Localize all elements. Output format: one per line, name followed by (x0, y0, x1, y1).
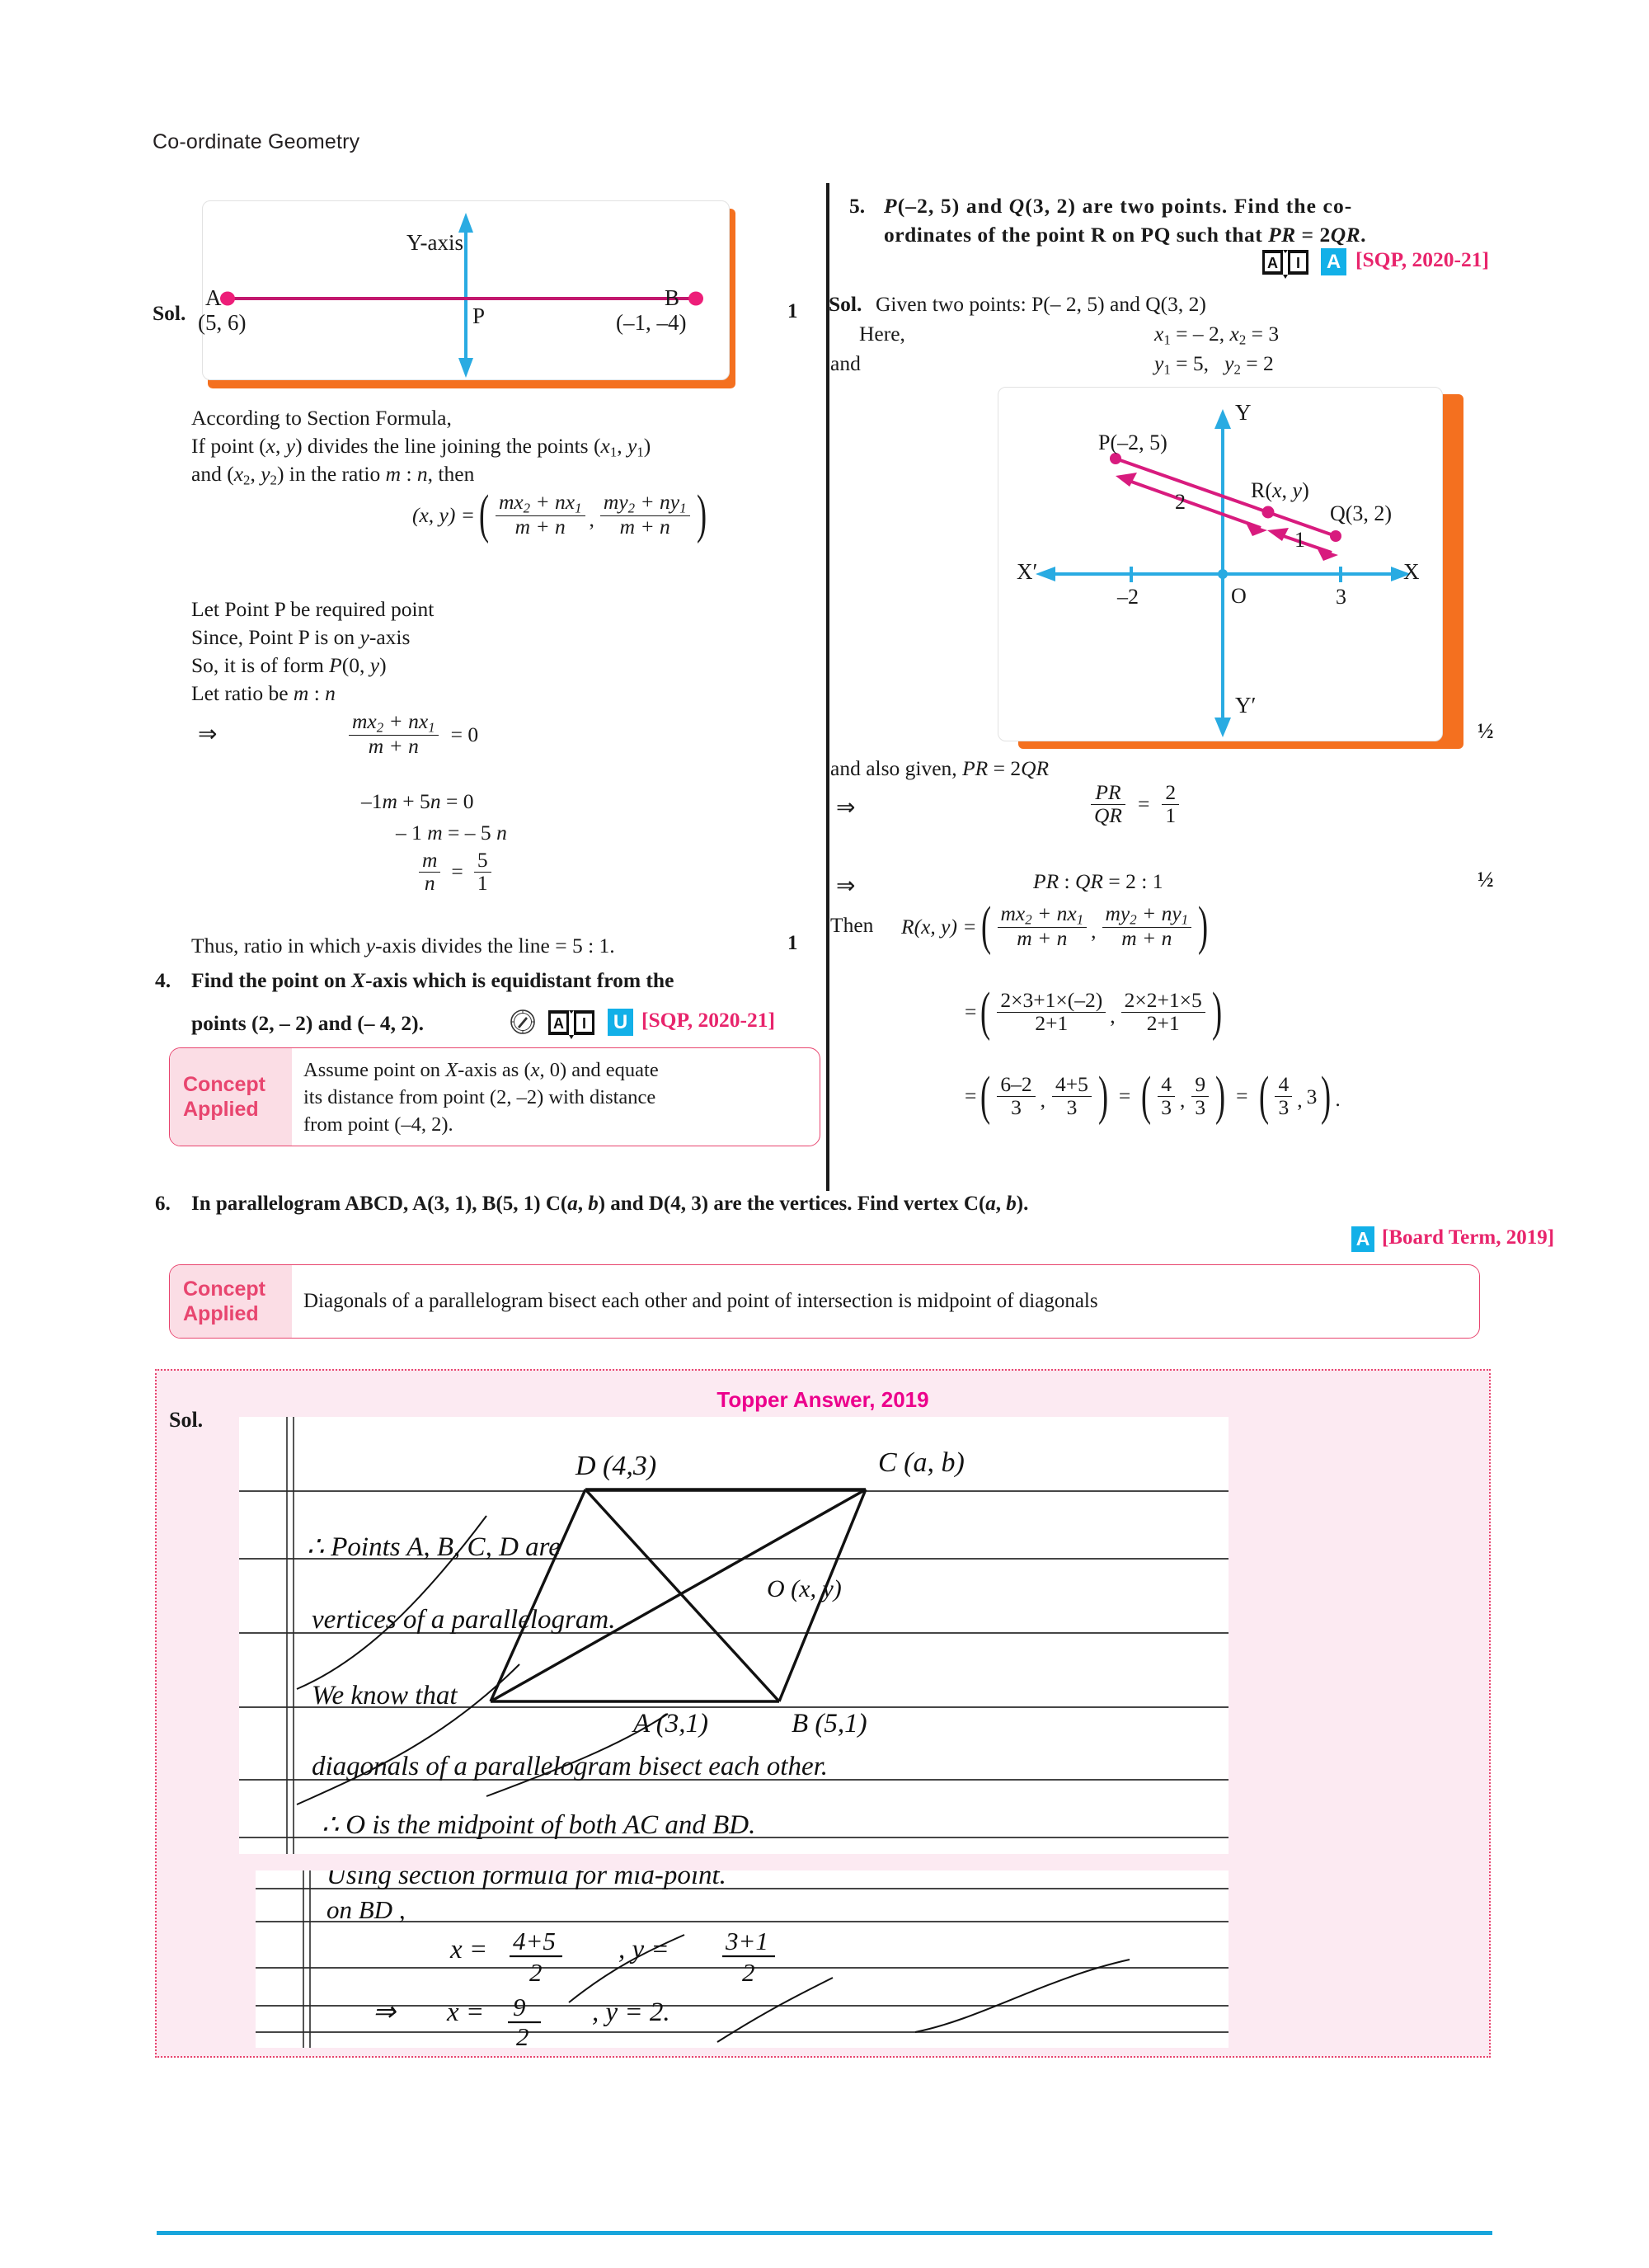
close-paren-icon-2: ) (1198, 896, 1209, 957)
rxy-x-num: $mx_2 + nx_1$ (1000, 901, 1084, 928)
book-ai-icon-q5 (1261, 247, 1310, 280)
calc2-equals-3: = (1236, 1084, 1248, 1108)
svg-text:A: A (553, 1015, 564, 1032)
question-5-text-line1: P(–2, 5) and Q(3, 2) are two points. Find the co- (884, 194, 1353, 218)
question-6-source: [Board Term, 2019] (1382, 1226, 1555, 1249)
question-4-source: [SQP, 2020-21] (641, 1008, 775, 1032)
concept-body-line3: from point (–4, 2). (303, 1113, 453, 1136)
figure2-x-neg-label: X′ (1017, 559, 1038, 584)
hw-label-c: C (a, b) (878, 1447, 965, 1478)
figure1-point-b-coords: (–1, –4) (616, 310, 687, 335)
m-over-n-den: n (419, 872, 440, 895)
calc1-x-num: 2×3+1×(–2) (1000, 988, 1103, 1012)
calc2-four-thirds (1158, 1074, 1175, 1119)
figure1-point-a-coords: (5, 6) (198, 310, 247, 335)
calc1-y-fraction (1121, 990, 1205, 1035)
calc1-x-fraction (997, 990, 1106, 1035)
concept-applied-body-q4 (292, 1048, 670, 1146)
and-values: $y_1 = 5$, $y_2 = 2$ (1154, 351, 1274, 378)
svg-text:A: A (1267, 255, 1278, 271)
figure2-ratio-2: 2 (1175, 490, 1186, 514)
pr-num: PR (1095, 780, 1121, 804)
handwriting-sheet-lower (256, 1870, 1229, 2048)
section-formula-intro-line2: If point (x, y) divides the line joining the points ($x_1$, $y_1$) (191, 434, 651, 460)
ratio-fraction-den: m + n (349, 735, 439, 758)
close-paren-icon-5: ) (1215, 1065, 1226, 1126)
calc2-num5: 4 (1278, 1072, 1290, 1096)
ratio-equation-zero (346, 711, 478, 758)
figure2-x-axis-label: X (1403, 559, 1420, 584)
open-paren-icon-4: ( (980, 1065, 991, 1126)
ratio-equals-sign: = (451, 859, 463, 884)
question-6-number: 6. (155, 1193, 171, 1215)
rxy-lhs: R(x, y) = (901, 914, 977, 939)
open-paren-icon-3: ( (980, 981, 991, 1042)
given-points-line: Given two points: P(– 2, 5) and Q(3, 2) (876, 292, 1206, 316)
open-paren-icon-5: ( (1141, 1065, 1152, 1126)
hw-label-a: A (3,1) (633, 1709, 709, 1739)
hw-line-9-x: x = (447, 1997, 485, 2027)
concept-tag-q6-line1: Concept (183, 1277, 265, 1301)
concept-applied-box-q4 (169, 1047, 820, 1146)
calc2-nine-thirds (1191, 1074, 1209, 1119)
calc1-x-den: 2+1 (997, 1012, 1106, 1035)
figure2-point-q-label: Q(3, 2) (1330, 501, 1393, 525)
section-formula-x-num: $mx_2 + nx_1$ (498, 490, 582, 516)
close-paren-icon-6: ) (1321, 1065, 1332, 1126)
solve-line-4: Let ratio be m : n (191, 681, 336, 705)
question-5-text-line2: ordinates of the point R on PQ such that PR = 2QR. (884, 223, 1367, 247)
rxy-x-den: m + n (998, 927, 1088, 950)
section-formula-lhs: (x, y) = (412, 502, 475, 527)
figure2-y-axis-label: Y (1235, 400, 1252, 425)
rxy-x-fraction (998, 903, 1088, 950)
calc2-num3: 4 (1161, 1072, 1172, 1096)
pr-qr-ratio-line: PR : QR = 2 : 1 (1033, 869, 1163, 893)
rxy-y-num: $my_2 + ny_1$ (1105, 901, 1189, 928)
calc2-y-num: 4+5 (1055, 1072, 1088, 1096)
hw-line-4: diagonals of a parallelogram bisect each other. (312, 1752, 829, 1781)
figure2-origin-label: O (1231, 584, 1247, 608)
book-ai-icon (547, 1008, 596, 1041)
close-paren-icon-4: ) (1097, 1065, 1108, 1126)
sol-label-topper: Sol. (169, 1408, 204, 1432)
marks-q3: 1 (787, 300, 798, 322)
marks-q5a: ½ (1478, 719, 1494, 743)
question-6-text: In parallelogram ABCD, A(3, 1), B(5, 1) C(a, b) and D(4, 3) are the vertices. Find vertex C(a, b). (191, 1193, 1029, 1215)
final-ratio-equation (416, 849, 494, 895)
handwritten-answer-lower (256, 1870, 1229, 2048)
solve-line-3: So, it is of form P(0, y) (191, 653, 387, 677)
calc1-y-den: 2+1 (1121, 1012, 1205, 1035)
calc2-equals-2: = (1118, 1084, 1131, 1108)
handwriting-sheet-upper (239, 1417, 1229, 1854)
one-den: 1 (1162, 804, 1179, 827)
section-formula-y-den: m + n (600, 515, 690, 539)
calc2-den3: 3 (1158, 1096, 1175, 1119)
concept-applied-body-q6: Diagonals of a parallelogram bisect each other and point of intersection is midpoint of diagonals (303, 1290, 1098, 1312)
calc2-x-fraction (997, 1074, 1035, 1119)
conclusion-line: Thus, ratio in which y-axis divides the line = 5 : 1. (191, 934, 615, 958)
figure2-point-r-label: R(x, y) (1251, 478, 1309, 502)
calc2-x-num: 6–2 (1000, 1072, 1032, 1096)
hw-line-5: ∴ O is the midpoint of both AC and BD. (322, 1810, 756, 1840)
concept-applied-tag-q6 (170, 1265, 292, 1338)
handwritten-answer-upper (239, 1417, 1229, 1854)
badge-application-q6: A (1351, 1226, 1374, 1252)
hw-line-2: vertices of a parallelogram. (312, 1605, 616, 1635)
ratio-fraction (349, 711, 439, 758)
figure2-y-neg-label: Y′ (1235, 693, 1257, 718)
section-formula-y-fraction (600, 492, 690, 539)
marks-q5b: ½ (1478, 868, 1494, 892)
hw-line-8-y: , y = (618, 1935, 669, 1965)
hw-label-d: D (4,3) (576, 1451, 657, 1481)
topper-answer-title: Topper Answer, 2019 (716, 1387, 929, 1412)
concept-tag-q6-line2: Applied (183, 1302, 259, 1325)
solve-line-1: Let Point P be required point (191, 597, 435, 621)
close-paren-icon-3: ) (1211, 981, 1222, 1042)
implies-arrow-1: ⇒ (198, 722, 218, 747)
section-formula-x-den: m + n (496, 515, 585, 539)
calc2-result-y: 3 (1306, 1085, 1318, 1109)
calc2-period: . (1335, 1087, 1341, 1112)
implies-arrow-2: ⇒ (836, 795, 856, 821)
ratio-equals-zero: = 0 (450, 722, 479, 746)
qr-den: QR (1091, 804, 1125, 827)
hw-line-3: We know that (312, 1681, 458, 1710)
m-over-n-fraction (419, 849, 440, 895)
solve-line-2: Since, Point P is on y-axis (191, 625, 411, 649)
figure2-tick-3: 3 (1336, 585, 1346, 609)
calc2-result-fraction (1275, 1074, 1292, 1119)
five-over-one-den: 1 (474, 872, 491, 895)
calc1-y-num: 2×2+1×5 (1124, 988, 1202, 1012)
figure1-point-a-label: A (205, 285, 222, 310)
then-label: Then (830, 913, 874, 937)
concept-applied-box-q6 (169, 1264, 1480, 1339)
rxy-section-formula: R(x, y) = ( $\frac{mx_2 + nx_1}{m + n}$ , $\frac{my_2 + ny_1}{m + n}$ ) (901, 896, 1209, 957)
rxy-y-den: m + n (1102, 927, 1192, 950)
section-formula-equation: (x, y) = ( $\frac{mx_2 + nx_1}{m + n}$ , $\frac{my_2 + ny_1}{m + n}$ ) (412, 484, 707, 545)
figure2-point-p-label: P(–2, 5) (1098, 431, 1167, 454)
hw-line-9-xnum: 9 (513, 1993, 526, 2021)
two-num: 2 (1165, 780, 1177, 804)
compass-icon (509, 1008, 537, 1036)
cartesian-plane-diagram (998, 388, 1442, 741)
five-over-one-fraction (474, 849, 491, 895)
question-4-text-line1: Find the point on X-axis which is equidistant from the (191, 968, 674, 992)
ratio-fraction-num: $mx_2 + nx_1$ (352, 709, 435, 736)
question-4-number: 4. (155, 968, 171, 992)
rxy-y-fraction (1102, 903, 1192, 950)
sol-label-q3: Sol. (153, 301, 186, 325)
hw-label-b: B (5,1) (792, 1709, 867, 1739)
open-paren-icon-6: ( (1258, 1065, 1269, 1126)
figure2-tick-neg2: –2 (1117, 585, 1139, 609)
figure1-card (202, 200, 730, 380)
calc2-num4: 9 (1195, 1072, 1206, 1096)
section-formula-x-fraction (496, 492, 585, 539)
calc1-equals: = (965, 1000, 977, 1024)
concept-applied-tag-q4 (170, 1048, 292, 1146)
hw-line-8-ynum: 3+1 (726, 1927, 768, 1955)
marks-q3b: 1 (787, 932, 798, 954)
open-paren-icon-2: ( (980, 896, 991, 957)
here-label: Here, (859, 322, 905, 346)
close-paren-icon: ) (696, 484, 707, 545)
hw-line-8: x = (450, 1935, 488, 1965)
calc2-equals: = (965, 1084, 977, 1108)
calc2-den5: 3 (1275, 1096, 1292, 1119)
svg-text:I: I (581, 1015, 587, 1032)
pr-qr-equals: = (1138, 792, 1150, 816)
solve-equation-line2: –1m + 5n = 0 (361, 789, 474, 813)
section-formula-intro-line1: According to Section Formula, (191, 406, 452, 430)
hw-line-7: on BD , (327, 1895, 406, 1924)
question-5-source: [SQP, 2020-21] (1355, 247, 1489, 271)
badge-understanding: U (608, 1009, 633, 1036)
implies-arrow-3: ⇒ (836, 873, 856, 899)
question-5-number: 5. (849, 194, 866, 218)
hw-line-6: Using section formula for mid-point. (327, 1870, 726, 1890)
hw-line-8-yden: 2 (742, 1958, 755, 1987)
calc2-y-fraction (1052, 1074, 1092, 1119)
figure1-y-axis-label: Y-axis (406, 230, 463, 255)
calc2-den4: 3 (1191, 1096, 1209, 1119)
pr-qr-equation (1088, 782, 1182, 827)
running-head: Co-ordinate Geometry (153, 130, 360, 153)
concept-body-line1: Assume point on X-axis as (x, 0) and equate (303, 1058, 659, 1081)
hw-line-9-xden: 2 (516, 2022, 529, 2048)
solve-equation-line3: – 1 m = – 5 n (396, 821, 507, 845)
figure2-card (998, 387, 1443, 741)
calculation-substitution: = ( $\frac{2\times 3+1\times(-2)}{2+1}$ , $\frac{2\times 2+1\times 5}{2+1}$ ) (965, 981, 1222, 1042)
calc2-x-den: 3 (997, 1096, 1035, 1119)
hw-line-8-xnum: 4+5 (513, 1927, 556, 1955)
here-values: $x_1$ = – 2, $x_2 = 3$ (1154, 322, 1280, 348)
two-over-one-fraction (1162, 782, 1179, 827)
number-line-diagram (203, 201, 729, 379)
hw-line-9-arrow: ⇒ (373, 1997, 396, 2027)
bottom-rule (157, 2231, 1492, 2235)
hw-line-9-y: , y = 2. (592, 1997, 670, 2027)
and-label: and (830, 351, 861, 375)
figure1-point-p-label: P (472, 303, 486, 328)
open-paren-icon: ( (478, 484, 489, 545)
hw-line-1: ∴ Points A, B, C, D are (307, 1532, 561, 1562)
five-over-one-num: 5 (477, 848, 488, 872)
column-divider (826, 183, 829, 1191)
figure2-ratio-1: 1 (1294, 528, 1305, 552)
concept-tag-line1: Concept (183, 1072, 265, 1096)
badge-application-q5: A (1321, 248, 1346, 275)
concept-body-line2: its distance from point (2, –2) with distance (303, 1085, 656, 1108)
calculation-final: = ( $\frac{6-2}{3}$ , $\frac{4+5}{3}$ ) = ( $\frac{4}{3}$ , $\frac{9}{3}$ ) = ( $\frac{4}{3}$ , 3 ) . (965, 1065, 1341, 1126)
hw-line-8-xden: 2 (529, 1958, 543, 1987)
sol-label-q5: Sol. (829, 292, 862, 316)
svg-text:I: I (1295, 255, 1301, 271)
question-4-text-line2: points (2, – 2) and (– 4, 2). (191, 1011, 424, 1035)
m-over-n-num: m (422, 848, 438, 872)
also-given-line: and also given, PR = 2QR (830, 756, 1050, 780)
hw-label-o: O (x, y) (767, 1575, 842, 1602)
section-formula-y-num: $my_2 + ny_1$ (603, 490, 687, 516)
calc2-y-den: 3 (1052, 1096, 1092, 1119)
figure1-point-b-label: B (665, 285, 680, 310)
section-formula-intro-line3: and ($x_2$, $y_2$) in the ratio m : n, then (191, 462, 475, 488)
pr-over-qr-fraction (1091, 782, 1125, 827)
concept-tag-line2: Applied (183, 1098, 259, 1121)
